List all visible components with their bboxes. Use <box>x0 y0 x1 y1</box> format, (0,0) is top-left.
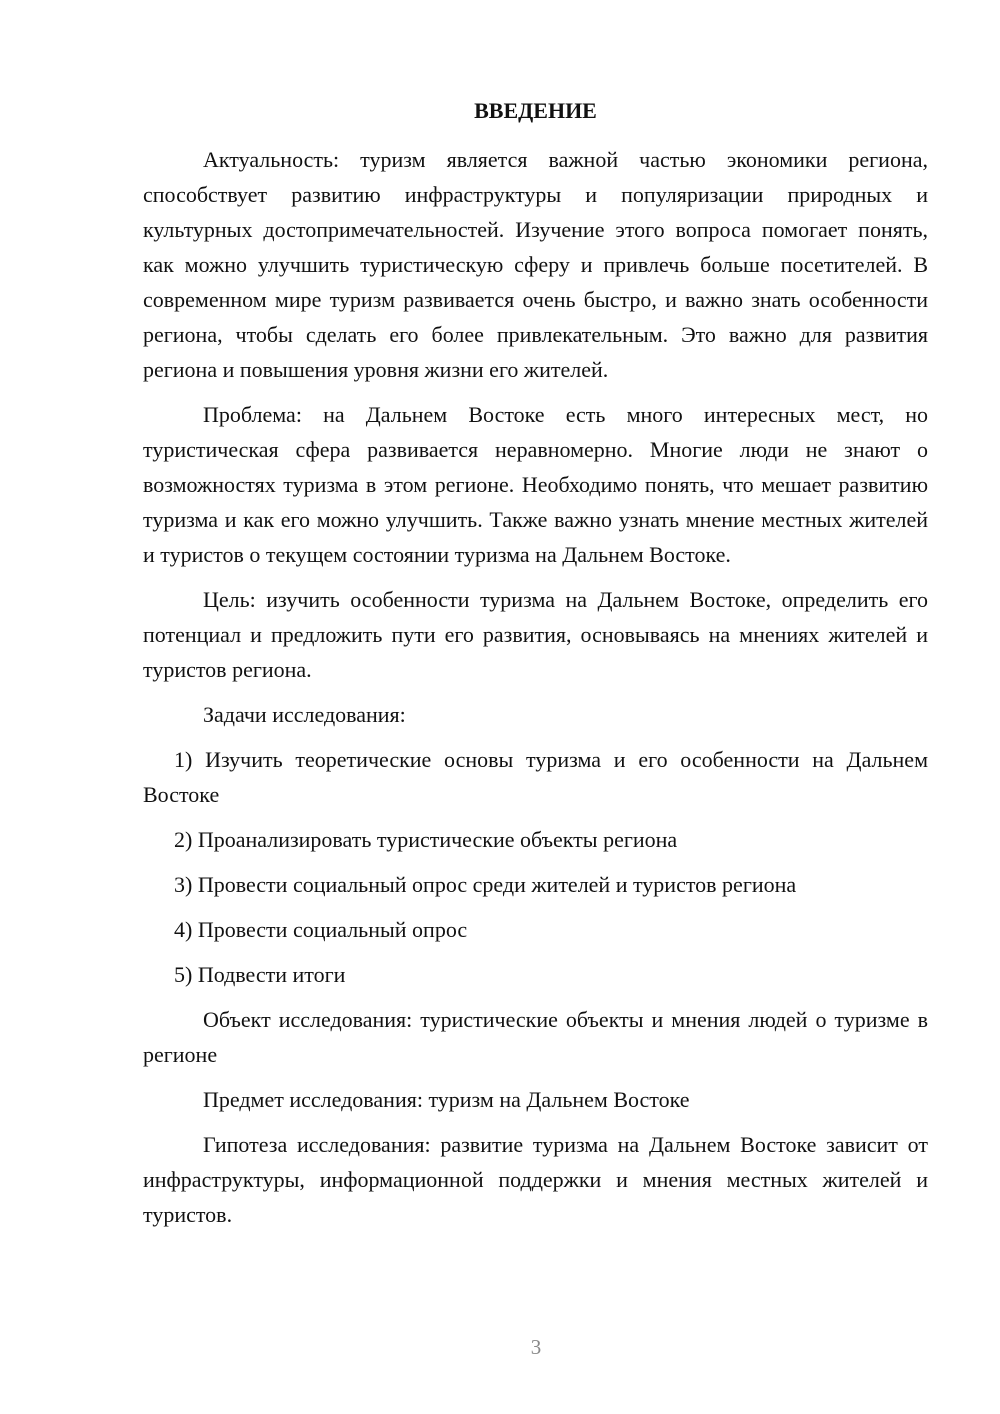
paragraph-object: Объект исследования: туристические объекты и мнения людей о туризме в регионе <box>143 1007 928 1067</box>
paragraph-problem: Проблема: на Дальнем Востоке есть много интересных мест, но туристическая сфера развивается неравномерно. Многие люди не знают о возможностях туризма в этом регионе. Необходимо понять, что мешает развитию туризма и как его можно улучшить. Также важно узнать мнение местных жителей и туристов о текущем состоянии туризма на Дальнем Востоке. <box>143 402 928 567</box>
paragraph-relevance: Актуальность: туризм является важной частью экономики региона, способствует развитию инфраструктуры и популяризации природных и культурных достопримечательностей. Изучение этого вопроса помогает понять, как можно улучшить туристическую сферу и привлечь больше посетителей. В современном мире туризм развивается очень быстро, и важно знать особенности региона, чтобы сделать его более привлекательным. Это важно для развития региона и повышения уровня жизни его жителей. <box>143 147 928 382</box>
paragraph-subject: Предмет исследования: туризм на Дальнем Востоке <box>203 1087 690 1112</box>
tasks-heading: Задачи исследования: <box>203 702 406 727</box>
task-item: 3) Провести социальный опрос среди жителей и туристов региона <box>174 872 797 897</box>
document-body <box>143 142 928 1242</box>
task-item: 4) Провести социальный опрос <box>174 917 468 942</box>
page-title: ВВЕДЕНИЕ <box>474 98 597 123</box>
page-number: 3 <box>530 1335 542 1359</box>
task-item: 2) Проанализировать туристические объекты региона <box>174 827 678 852</box>
task-item: 5) Подвести итоги <box>174 962 346 987</box>
paragraph-hypothesis: Гипотеза исследования: развитие туризма на Дальнем Востоке зависит от инфраструктуры, информационной поддержки и мнения местных жителей и туристов. <box>143 1132 928 1227</box>
paragraph-goal: Цель: изучить особенности туризма на Дальнем Востоке, определить его потенциал и предложить пути его развития, основываясь на мнениях жителей и туристов региона. <box>143 587 928 682</box>
task-item: 1) Изучить теоретические основы туризма и его особенности на Дальнем Востоке <box>143 747 928 807</box>
